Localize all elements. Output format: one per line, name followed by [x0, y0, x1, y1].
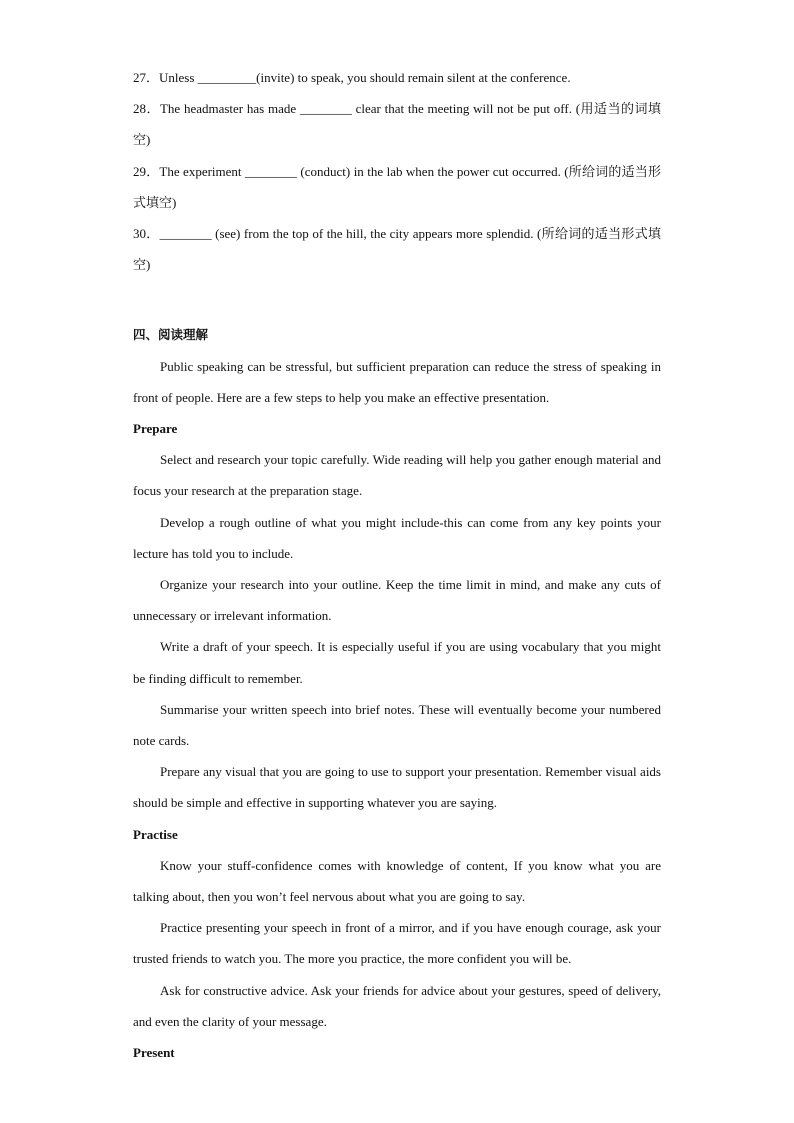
prepare-paragraph: Summarise your written speech into brief notes. These will eventually become your numbered note cards.	[133, 701, 661, 749]
practise-paragraph: Know your stuff-confidence comes with knowledge of content, If you know what you are talking about, then you won’t feel nervous about what you are going to say.	[133, 857, 661, 905]
prepare-paragraph: Select and research your topic carefully. Wide reading will help you gather enough material and focus your research at the preparation stage.	[133, 452, 661, 499]
prepare-paragraph: Prepare any visual that you are going to use to support your presentation. Remember visual aids should be simple and effective in supporting whatever you are saying.	[133, 764, 661, 811]
question-27: 27．Unless _________(invite) to speak, you should remain silent at the conference.	[133, 70, 571, 85]
heading-prepare: Prepare	[133, 421, 178, 437]
prepare-paragraph: Develop a rough outline of what you might include-this can come from any key points your lecture has told you to include.	[133, 514, 661, 561]
heading-practise: Practise	[133, 826, 178, 842]
page-content	[133, 62, 661, 1068]
section-title: 四、阅读理解	[133, 327, 209, 343]
section-gap	[133, 280, 661, 319]
question-28: 28．The headmaster has made ________ clear that the meeting will not be put off. (用适当的词填空)	[133, 101, 661, 148]
question-30: 30．________ (see) from the top of the hill, the city appears more splendid. (所给词的适当形式填空)	[133, 226, 661, 273]
prepare-paragraph: Write a draft of your speech. It is especially useful if you are using vocabulary that you might be finding difficult to remember.	[133, 639, 661, 686]
question-29: 29．The experiment ________ (conduct) in the lab when the power cut occurred. (所给词的适当形式填空)	[133, 163, 661, 210]
practise-paragraph: Ask for constructive advice. Ask your friends for advice about your gestures, speed of delivery, and even the clarity of your message.	[133, 982, 661, 1029]
intro-paragraph: Public speaking can be stressful, but sufficient preparation can reduce the stress of speaking in front of people. Here are a few steps to help you make an effective presentation.	[133, 358, 661, 405]
practise-paragraph: Practice presenting your speech in front of a mirror, and if you have enough courage, ask your trusted friends to watch you. The more you practice, the more confident you will be.	[133, 920, 661, 967]
heading-present: Present	[133, 1045, 175, 1061]
prepare-paragraph: Organize your research into your outline. Keep the time limit in mind, and make any cuts of unnecessary or irrelevant information.	[133, 577, 661, 624]
